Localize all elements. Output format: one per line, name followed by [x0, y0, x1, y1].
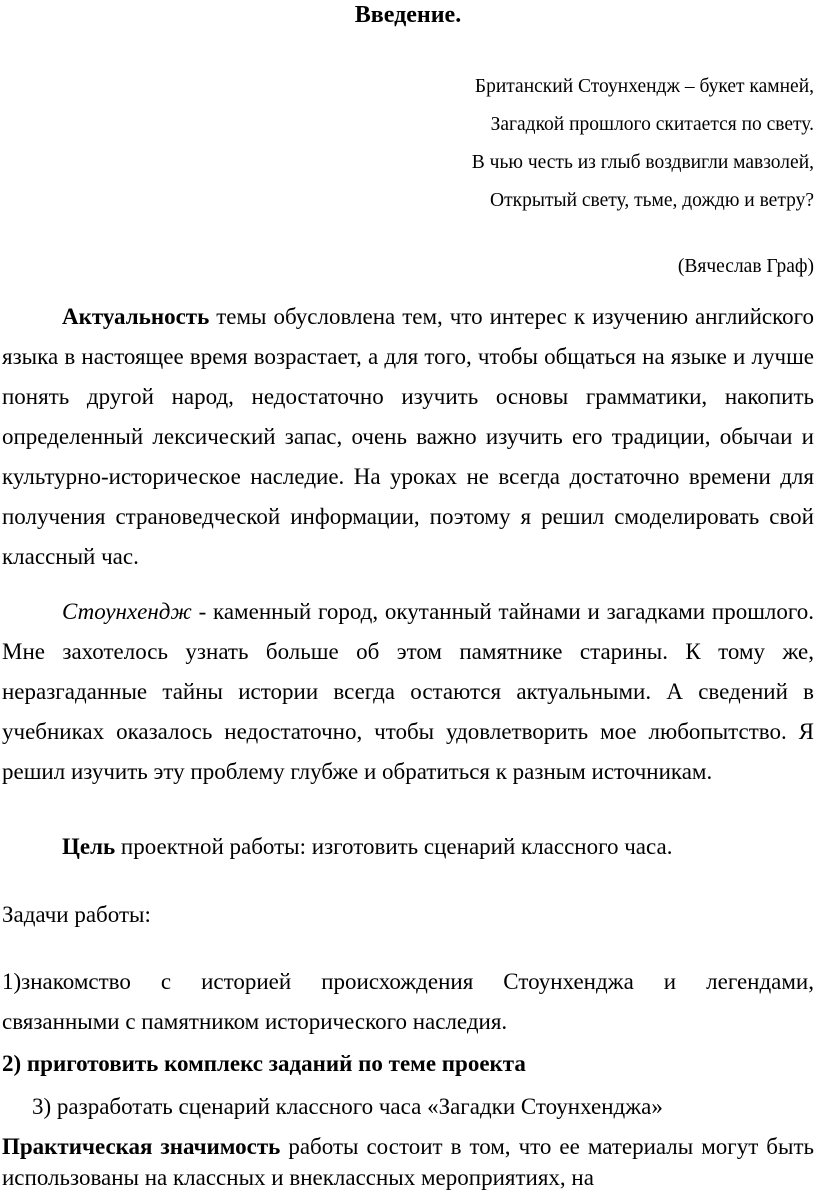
stonehenge-paragraph	[2, 592, 814, 792]
epigraph	[472, 72, 814, 282]
epigraph-line: Британский Стоунхендж – букет камней,	[474, 76, 814, 97]
relevance-text: темы обусловлена тем, что интерес к изучению английского языка в настоящее время возрастает, а для того, чтобы общаться на языке и лучше понять другой народ, недостаточно изучить основы грамматики, накопить определенный лексический запас, очень важно изучить его традиции, обычаи и культурно-историческое наследие. На уроках не всегда достаточно времени для получения страноведческой информации, поэтому я решил смоделировать свой классный час.	[2, 304, 814, 569]
task-1: 1)знакомство с историей происхождения Стоунхенджа и легендами,	[2, 969, 814, 994]
stonehenge-text: - каменный город, окутанный тайнами и загадками прошлого. Мне захотелось узнать больше об этом памятнике старины. К тому же, неразгаданные тайны истории всегда остаются актуальными. А сведений в учебниках оказалось недостаточно, чтобы удовлетворить мое любопытство. Я решил изучить эту проблему глубже и обратиться к разным источникам.	[2, 599, 814, 784]
epigraph-author: (Вячеслав Граф)	[677, 256, 814, 277]
epigraph-line: В чью честь из глыб воздвигли мавзолей,	[471, 152, 814, 173]
stonehenge-lead: Стоунхендж	[62, 599, 192, 624]
goal-text: проектной работы: изготовить сценарий классного часа.	[115, 834, 673, 859]
practical-text: работы состоит в том, что ее материалы могут быть использованы на классных и внеклассных мероприятиях, на	[2, 1134, 814, 1190]
task-1-continuation: связанными с памятником исторического наследия.	[2, 1009, 508, 1034]
epigraph-line: Загадкой прошлого скитается по свету.	[490, 114, 814, 135]
goal-lead: Цель	[62, 834, 116, 859]
goal-paragraph	[2, 827, 814, 867]
practical-paragraph	[2, 1131, 814, 1193]
relevance-lead: Актуальность	[62, 304, 210, 329]
task-2: 2) приготовить комплекс заданий по теме проекта	[2, 1051, 526, 1076]
practical-lead: Практическая значимость	[2, 1134, 281, 1159]
epigraph-line: Открытый свету, тьме, дождю и ветру?	[490, 190, 814, 211]
tasks-heading: Задачи работы:	[2, 902, 151, 927]
document-title: Введение.	[354, 2, 462, 28]
task-3: 3) разработать сценарий классного часа «Загадки Стоунхенджа»	[32, 1094, 663, 1119]
relevance-paragraph	[2, 297, 814, 577]
